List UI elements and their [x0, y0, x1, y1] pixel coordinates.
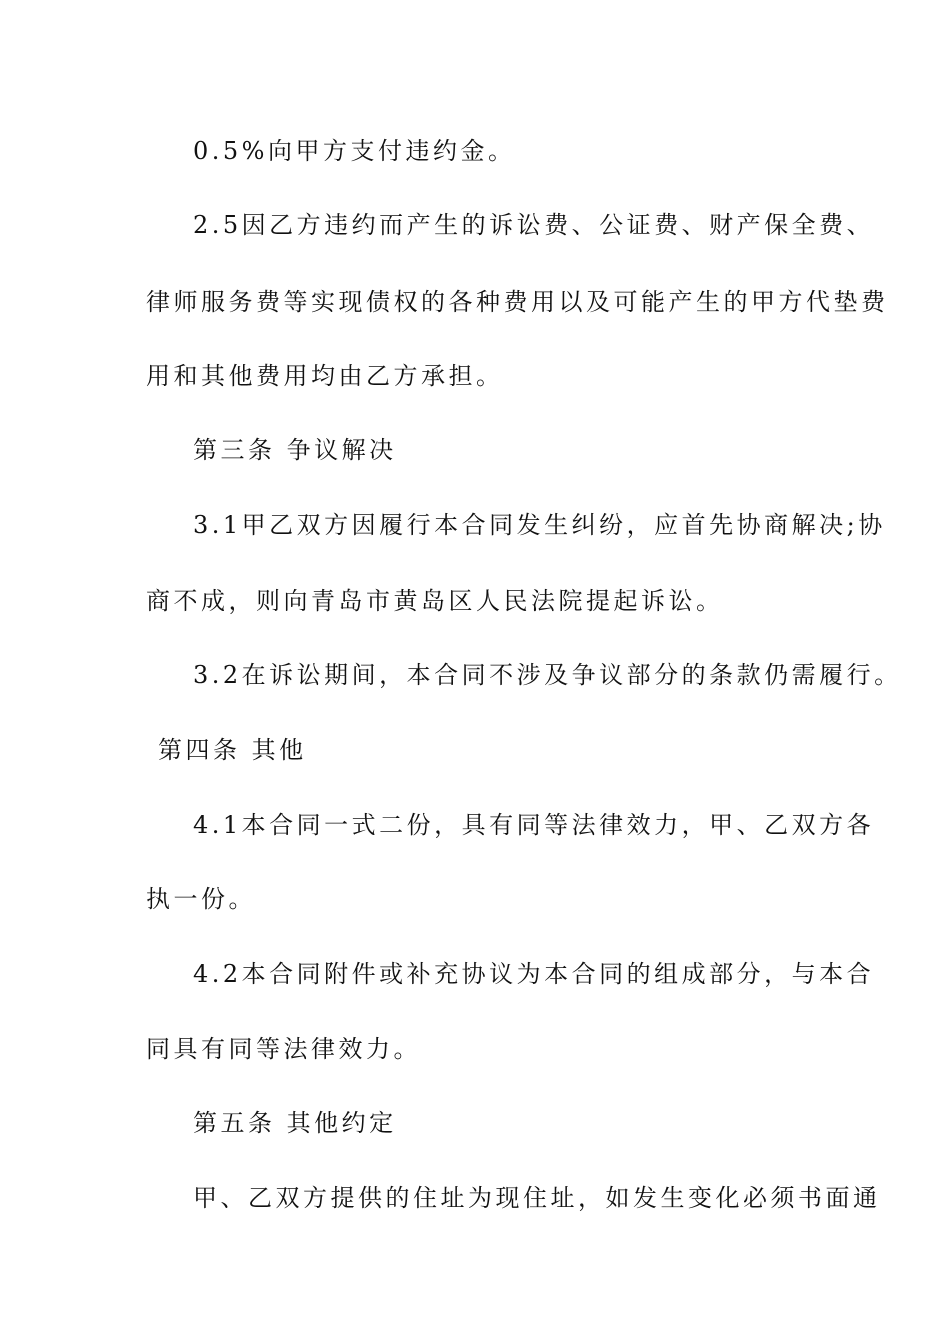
text-line-11: 执一份。	[146, 885, 256, 913]
section-heading-5: 第五条 其他约定	[193, 1109, 397, 1137]
text-line-10: 4.1本合同一式二份，具有同等法律效力，甲、乙双方各	[193, 811, 875, 839]
text-line-4: 用和其他费用均由乙方承担。	[146, 362, 504, 390]
text-line-6: 3.1甲乙双方因履行本合同发生纠纷，应首先协商解决;协	[193, 511, 886, 539]
text-line-2: 2.5因乙方违约而产生的诉讼费、公证费、财产保全费、	[193, 211, 875, 239]
text-line-1: 0.5%向甲方支付违约金。	[193, 137, 516, 165]
text-line-8: 3.2在诉讼期间，本合同不涉及争议部分的条款仍需履行。	[193, 661, 902, 689]
section-heading-3: 第三条 争议解决	[193, 436, 397, 464]
section-heading-4: 第四条 其他	[158, 736, 307, 764]
text-line-15: 甲、乙双方提供的住址为现住址，如发生变化必须书面通	[193, 1184, 881, 1212]
text-line-3: 律师服务费等实现债权的各种费用以及可能产生的甲方代垫费	[146, 288, 889, 316]
text-line-13: 同具有同等法律效力。	[146, 1035, 421, 1063]
text-line-12: 4.2本合同附件或补充协议为本合同的组成部分，与本合	[193, 960, 875, 988]
text-line-7: 商不成，则向青岛市黄岛区人民法院提起诉讼。	[146, 587, 724, 615]
